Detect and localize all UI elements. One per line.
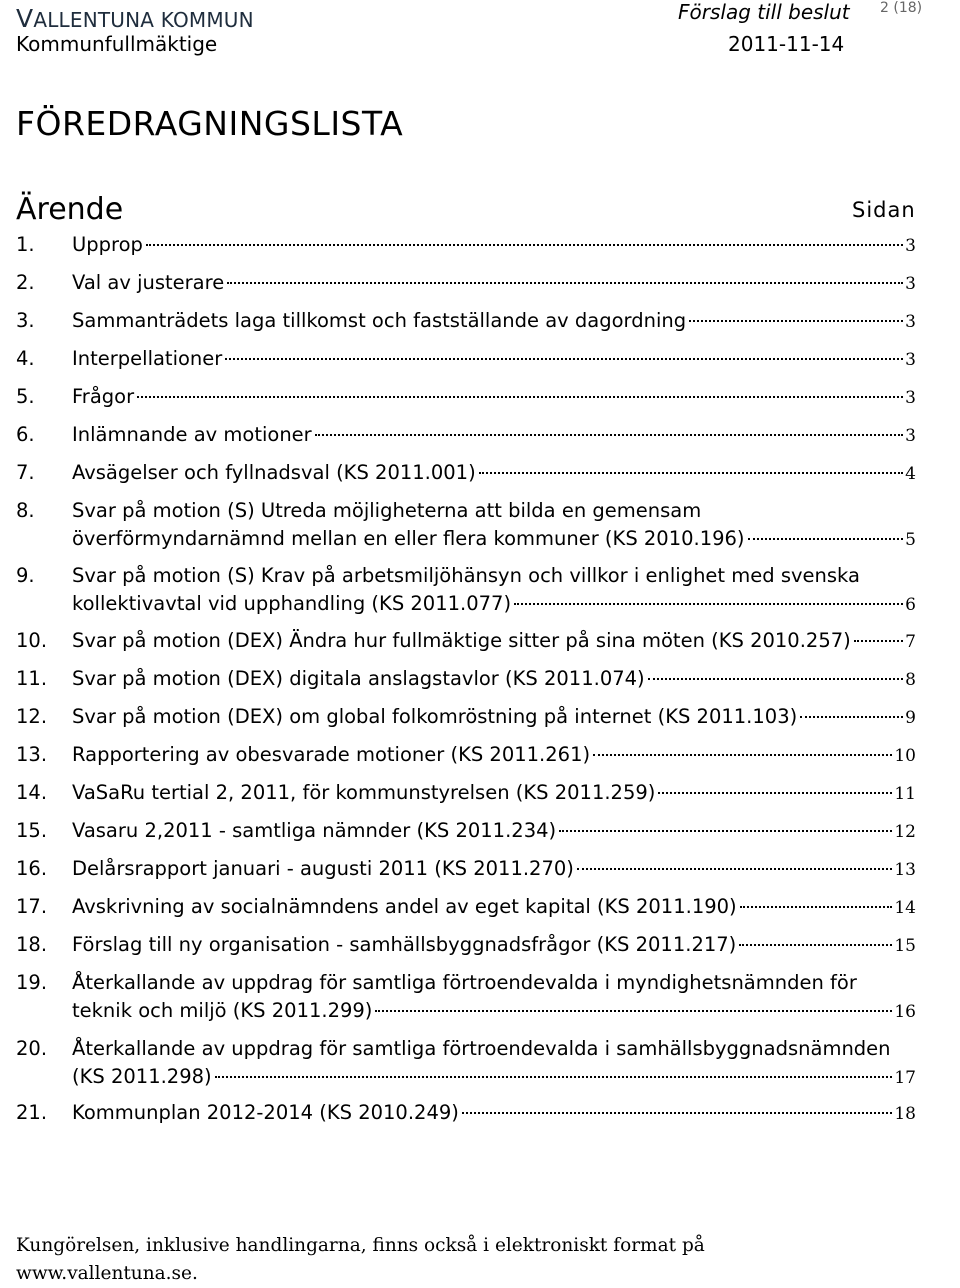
toc-item-number: 12.: [16, 705, 48, 728]
toc-item-title: Sammanträdets laga tillkomst och fastställande av dagordning: [72, 309, 687, 332]
toc-item-title: Kommunplan 2012-2014 (KS 2010.249): [72, 1101, 459, 1124]
toc-item-page: 14: [894, 898, 916, 918]
toc-item-page: 4: [905, 464, 916, 484]
dot-leader: [375, 1010, 892, 1012]
toc-item-page: 8: [905, 670, 916, 690]
toc-item-page: 3: [905, 388, 916, 408]
page-title: FÖREDRAGNINGSLISTA: [16, 104, 404, 143]
dot-leader: [137, 396, 903, 398]
toc-item-page: 7: [905, 632, 916, 652]
dot-leader: [689, 320, 903, 322]
header-date: 2011-11-14: [728, 32, 845, 56]
dot-leader: [479, 472, 903, 474]
toc-item-number: 16.: [16, 857, 48, 880]
toc-item-page: 3: [905, 312, 916, 332]
toc-item-title: Avskrivning av socialnämndens andel av eget kapital (KS 2011.190): [72, 895, 737, 918]
toc-item-page: 17: [894, 1068, 916, 1088]
header-org: VALLENTUNA KOMMUN: [16, 4, 254, 33]
toc-item-number: 18.: [16, 933, 48, 956]
toc-item-page: 3: [905, 274, 916, 294]
toc-item-title: Val av justerare: [72, 271, 225, 294]
toc-item-number: 6.: [16, 423, 35, 446]
dot-leader: [462, 1112, 892, 1114]
toc-item-number: 17.: [16, 895, 48, 918]
toc-item-number: 21.: [16, 1101, 48, 1124]
toc-item-title: Frågor: [72, 385, 135, 408]
toc-item-title: teknik och miljö (KS 2011.299): [72, 999, 373, 1022]
toc-item-title: Upprop: [72, 233, 143, 256]
dot-leader: [593, 754, 892, 756]
toc-item-number: 14.: [16, 781, 48, 804]
toc-item-title: kollektivavtal vid upphandling (KS 2011.077): [72, 592, 512, 615]
header-body: Kommunfullmäktige: [16, 32, 218, 56]
dot-leader: [800, 716, 903, 718]
toc-item-page: 3: [905, 426, 916, 446]
toc-item-title: (KS 2011.298): [72, 1065, 212, 1088]
toc-item-page: 6: [905, 595, 916, 615]
toc-item-title-line1: Återkallande av uppdrag för samtliga förtroendevalda i samhällsbyggnadsnämnden: [72, 1037, 891, 1060]
dot-leader: [227, 282, 903, 284]
toc-item-page: 9: [905, 708, 916, 728]
toc-item-title: Rapportering av obesvarade motioner (KS 2011.261): [72, 743, 591, 766]
page-indicator: 2 (18): [880, 0, 923, 16]
toc-item-page: 3: [905, 236, 916, 256]
dot-leader: [146, 244, 903, 246]
toc-item-number: 20.: [16, 1037, 48, 1060]
toc-item-title: Svar på motion (DEX) Ändra hur fullmäktige sitter på sina möten (KS 2010.257): [72, 629, 851, 652]
toc-item-title-line1: Återkallande av uppdrag för samtliga förtroendevalda i myndighetsnämnden för: [72, 971, 857, 994]
toc-item-title: överförmyndarnämnd mellan en eller flera kommuner (KS 2010.196): [72, 527, 745, 550]
toc-item-title: Förslag till ny organisation - samhällsbyggnadsfrågor (KS 2011.217): [72, 933, 737, 956]
dot-leader: [559, 830, 892, 832]
toc-item-page: 12: [894, 822, 916, 842]
toc-item-number: 4.: [16, 347, 35, 370]
toc-item-number: 13.: [16, 743, 48, 766]
dot-leader: [315, 434, 903, 436]
footer-note: Kungörelsen, inklusive handlingarna, finns också i elektroniskt format på www.vallentuna.se.: [16, 1235, 705, 1284]
dot-leader: [658, 792, 892, 794]
toc-item-number: 19.: [16, 971, 48, 994]
toc-item-number: 3.: [16, 309, 35, 332]
dot-leader: [225, 358, 903, 360]
toc-item-number: 1.: [16, 233, 35, 256]
dot-leader: [215, 1076, 893, 1078]
toc-item-title: Svar på motion (DEX) digitala anslagstavlor (KS 2011.074): [72, 667, 645, 690]
page-column-heading: Sidan: [852, 198, 916, 222]
toc-item-title: Svar på motion (DEX) om global folkomröstning på internet (KS 2011.103): [72, 705, 798, 728]
toc-item-number: 7.: [16, 461, 35, 484]
dot-leader: [514, 603, 903, 605]
toc-item-number: 9.: [16, 564, 35, 587]
toc-item-number: 5.: [16, 385, 35, 408]
toc-item-title: Vasaru 2,2011 - samtliga nämnder (KS 2011.234): [72, 819, 557, 842]
toc-item-number: 11.: [16, 667, 48, 690]
toc-heading: Ärende: [16, 192, 124, 227]
toc-item-page: 13: [894, 860, 916, 880]
dot-leader: [740, 906, 893, 908]
dot-leader: [748, 538, 904, 540]
toc-item-number: 15.: [16, 819, 48, 842]
toc-item-number: 2.: [16, 271, 35, 294]
dot-leader: [739, 944, 892, 946]
dot-leader: [854, 640, 903, 642]
toc-item-title: Inlämnande av motioner: [72, 423, 312, 446]
toc-item-title: Interpellationer: [72, 347, 223, 370]
header-status: Förslag till beslut: [678, 0, 850, 24]
toc-item-page: 11: [894, 784, 916, 804]
toc-item-page: 5: [905, 530, 916, 550]
toc-item-number: 10.: [16, 629, 48, 652]
dot-leader: [648, 678, 904, 680]
toc-item-title: VaSaRu tertial 2, 2011, för kommunstyrelsen (KS 2011.259): [72, 781, 656, 804]
toc-item-page: 3: [905, 350, 916, 370]
toc-item-title: Delårsrapport januari - augusti 2011 (KS 2011.270): [72, 857, 574, 880]
toc-item-number: 8.: [16, 499, 35, 522]
toc-item-page: 15: [894, 936, 916, 956]
dot-leader: [577, 868, 892, 870]
toc-item-title: Avsägelser och fyllnadsval (KS 2011.001): [72, 461, 476, 484]
toc-item-page: 18: [894, 1104, 916, 1124]
toc-item-page: 16: [894, 1002, 916, 1022]
toc-item-title-line1: Svar på motion (S) Krav på arbetsmiljöhänsyn och villkor i enlighet med svenska: [72, 564, 860, 587]
toc-item-page: 10: [894, 746, 916, 766]
toc-item-title-line1: Svar på motion (S) Utreda möjligheterna att bilda en gemensam: [72, 499, 702, 522]
